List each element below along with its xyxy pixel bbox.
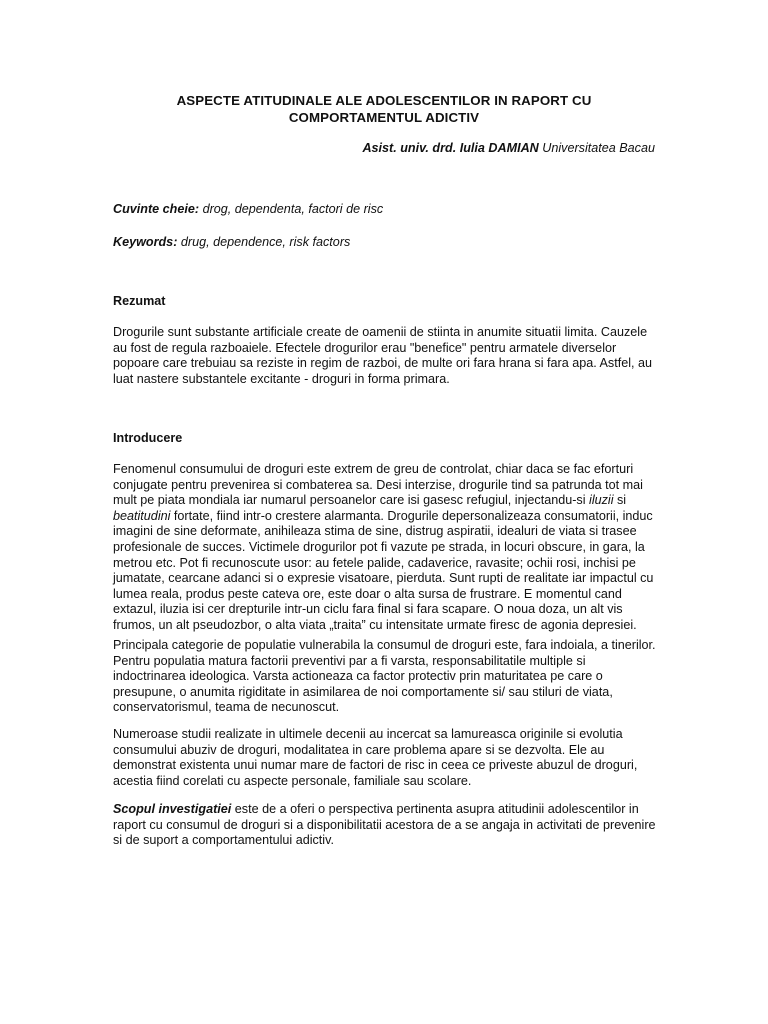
text-line: Principala categorie de populatie vulnerabila la consumul de droguri este, fara indoiala, a tinerilor. — [113, 638, 656, 652]
text-line: acestia fiind corelati cu aspecte personale, familiale sau scolare. — [113, 773, 472, 788]
text-run: mult pe piata mondiala iar numarul persoanelor care isi gasesc refugiul, injectandu-si — [113, 493, 590, 508]
author-name: Asist. univ. drd. Iulia DAMIAN — [362, 141, 539, 155]
text-line: metrou etc. Pot fi recunoscute usor: au fetele palide, cadaverice, ravasite; ochii rosi, inchisi pe — [113, 555, 636, 570]
paragraph-intro-3 — [113, 727, 658, 789]
keywords-en — [113, 235, 655, 251]
text-run: este de a oferi o perspectiva pertinenta asupra atitudinii adolescentilor in — [231, 802, 639, 816]
text-line: au fost de regula razboaiele. Efectele drogurilor erau "benefice" pentru armatele diverselor — [113, 340, 617, 355]
author-line — [362, 141, 655, 157]
text-line: jumatate, cearcane adanci si o expresie visatoare, pierduta. Sunt rupti de realitate iar impactul cu — [113, 571, 654, 586]
text-line: imagini de sine deformate, anihileaza stima de sine, distrug aspiratii, idealuri de viata si trasee — [113, 524, 637, 539]
text-line: Numeroase studii realizate in ultimele decenii au incercat sa lamureasca originile si evolutia — [113, 727, 623, 741]
text-line: si de suport a comportamentului adictiv. — [113, 833, 334, 848]
text-line: demonstrat existenta unui numar mare de factori de risc in ceea ce priveste abuzul de droguri, — [113, 758, 638, 773]
title-line-1: ASPECTE ATITUDINALE ALE ADOLESCENTILOR IN RAPORT CU — [176, 93, 592, 108]
text-line: conjugate pentru prevenirea si combaterea sa. Desi interzise, drogurile tind sa patrunda tot mai — [113, 477, 643, 492]
italic-term: iluzii — [589, 493, 614, 508]
text-line: conservatorismul, teama de necunoscut. — [113, 700, 340, 715]
text-line: extazul, iluzia isi cer drepturile intr-un ciclu fara final si fara scapare. O noua doza, un alt vis — [113, 602, 623, 617]
italic-term: beatitudini — [113, 508, 171, 523]
text-line: Fenomenul consumului de droguri este extrem de greu de controlat, chiar daca se fac eforturi — [113, 462, 634, 476]
text-line: presupune, o anumita rigiditate in asimilarea de noi comportamente si/ sau stiluri de viata, — [113, 684, 613, 699]
text-line: raport cu consumul de droguri si a disponibilitatii acestora de a se angaja in activitati de prevenire — [113, 817, 656, 832]
paragraph-rezumat — [113, 325, 658, 387]
text-line: consumului abuziv de droguri, modalitatea in care problema apare si se dezvolta. Ele au — [113, 742, 605, 757]
author-affiliation: Universitatea Bacau — [542, 141, 655, 155]
text-line: popoare care trebuiau sa reziste in regim de razboi, de multe ori fara hrana si fara apa. Astfel, au — [113, 356, 653, 371]
bold-italic-lead: Scopul investigatiei — [113, 802, 232, 816]
keywords-ro-value: drog, dependenta, factori de risc — [202, 202, 384, 216]
text-line: Pentru populatia matura factorii preventivi par a fi varsta, responsabilitatile multiple si — [113, 653, 586, 668]
text-line: frumos, un alt pseudozbor, o alta viata „traita” cu intensitate urmate firesc de agonia depresiei. — [113, 617, 637, 632]
text-line: lumea reala, produs peste cateva ore, este doar o alta sursa de frustrare. E momentul cand — [113, 586, 622, 601]
text-line: indoctrinarea ideologica. Varsta actioneaza ca factor protectiv prin maturitatea pe care o — [113, 669, 603, 684]
section-heading-introducere: Introducere — [113, 431, 183, 445]
keywords-ro-label: Cuvinte cheie: — [113, 202, 200, 216]
text-line: Drogurile sunt substante artificiale create de oamenii de stiinta in anumite situatii limita. Cauzele — [113, 325, 648, 339]
paragraph-intro-1 — [113, 462, 658, 634]
text-line — [113, 509, 658, 525]
document-title — [113, 93, 655, 126]
keywords-en-value: drug, dependence, risk factors — [180, 235, 351, 249]
paragraph-intro-4 — [113, 802, 658, 849]
text-line: luat nastere substantele excitante - droguri in forma primara. — [113, 371, 450, 386]
section-heading-rezumat: Rezumat — [113, 294, 166, 308]
keywords-ro — [113, 202, 655, 218]
text-line — [113, 493, 658, 509]
paragraph-intro-2 — [113, 638, 658, 716]
text-run: fortate, fiind intr-o crestere alarmanta. Drogurile depersonalizeaza consumatorii, induc — [170, 508, 653, 523]
text-run: si — [613, 493, 627, 508]
keywords-en-label: Keywords: — [113, 235, 178, 249]
text-line — [113, 802, 658, 818]
title-line-2: COMPORTAMENTUL ADICTIV — [288, 109, 480, 125]
text-line: profesionale de succes. Victimele drogurilor pot fi vazute pe strada, in locuri obscure, in gara, la — [113, 539, 645, 554]
